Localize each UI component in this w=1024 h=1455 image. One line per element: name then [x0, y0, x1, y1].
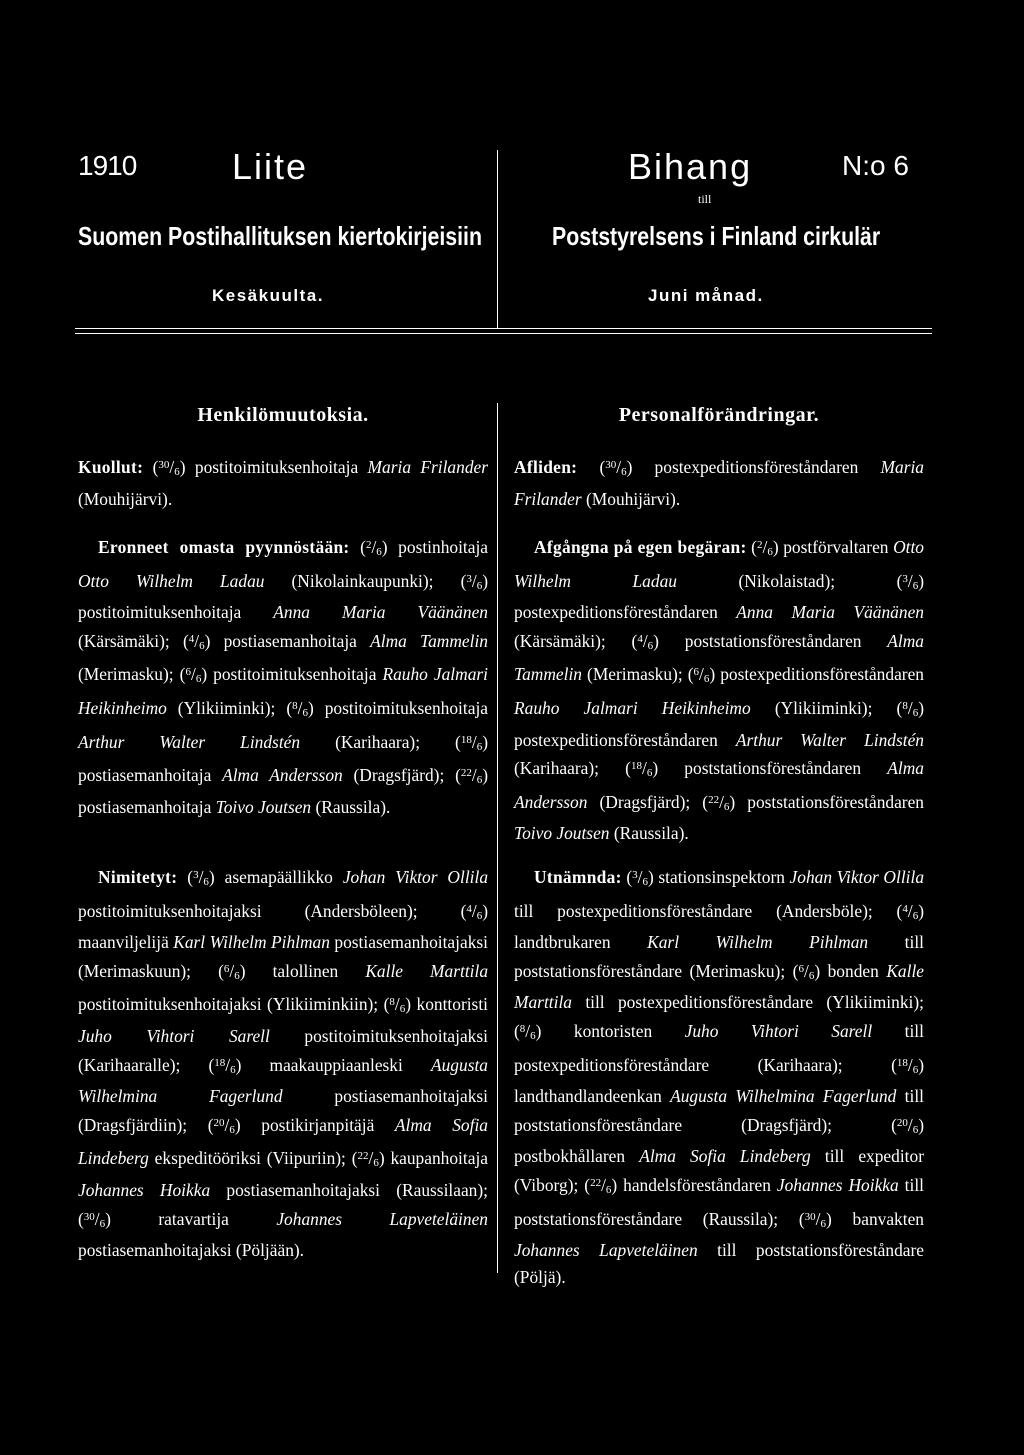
- left-title: Liite: [232, 146, 309, 187]
- right-title: Bihang: [628, 146, 753, 187]
- left-subtitle: Suomen Postihallituksen kiertokirjeisiin: [78, 221, 483, 251]
- issue-number: N:o 6: [842, 150, 909, 181]
- till-word: till: [698, 192, 712, 206]
- left-month: Kesäkuulta.: [212, 286, 324, 305]
- left-heading: Henkilömuutoksia.: [197, 404, 369, 426]
- header-column-divider: [497, 150, 498, 328]
- body-column-divider: [497, 403, 498, 1273]
- left-appointed-paragraph: Nimitetyt: ($^3$/6) asemapäällikko Johan Viktor Ollila postitoimituksenhoitajaksi (Andersböleen); ($^4$/6) maanviljelijä Karl Wilhelm Pihlman postiasemanhoitajaksi (Merimaskuun); ($^6$/6) talollinen Kalle Marttila postitoimituksenhoitajaksi (Ylikiiminkiin); ($^8$/6) konttoristi Juho Vihtori Sarell postitoimituksenhoitajaksi (Karihaaralle); ($^{18}$/6) maakauppiaanleski Augusta Wilhelmina Fagerlund postiasemanhoitajaksi (Dragsfjärdiin); ($^{20}$/6) postikirjanpitäjä Alma Sofia Lindeberg ekspeditööriksi (Viipuriin); ($^{22}$/6) kaupanhoitaja Johannes Hoikka postiasemanhoitajaksi (Raussilaan); ($^{30}$/6) ratavartija Johannes Lapveteläinen postiasemanhoitajaksi (Pöljään).: [78, 867, 489, 1261]
- right-appointed-paragraph: Utnämnda: ($^3$/6) stationsinspektorn Johan Viktor Ollila till postexpeditionsföreståndare (Andersböle); ($^4$/6) landtbrukaren Karl Wilhelm Pihlman till poststationsföreståndare (Merimasku); ($^6$/6) bonden Kalle Marttila till postexpeditionsföreståndare (Ylikiiminki); ($^8$/6) kontoristen Juho Vihtori Sarell till postexpeditionsföreståndare (Karihaara); ($^{18}$/6) landthandlandeenkan Augusta Wilhelmina Fagerlund till poststationsföreståndare (Dragsfjärd); ($^{20}$/6) postbokhållaren Alma Sofia Lindeberg till expeditor (Viborg); ($^{22}$/6) handelsföreståndaren Johannes Hoikka till poststationsföreståndare (Raussila); ($^{30}$/6) banvakten Johannes Lapveteläinen till poststationsföreståndare (Pöljä).: [514, 867, 925, 1287]
- right-subtitle: Poststyrelsens i Finland cirkulär: [552, 221, 881, 251]
- right-month: Juni månad.: [648, 286, 764, 305]
- header-rule-bottom: [75, 333, 932, 334]
- right-heading: Personalförändringar.: [618, 404, 820, 426]
- year: 1910: [78, 150, 137, 181]
- header-rule-top: [75, 328, 932, 329]
- left-deceased-paragraph: Kuollut: ($^{30}$/6) postitoimituksenhoitaja Maria Frilander (Mouhijärvi).: [78, 457, 489, 509]
- left-resigned-paragraph: Eronneet omasta pyynnöstään: ($^2$/6) postinhoitaja Otto Wilhelm Ladau (Nikolainkaupunki); ($^3$/6) postitoimituksenhoitaja Anna Maria Väänänen (Kärsämäki); ($^4$/6) postiasemanhoitaja Alma Tammelin (Merimasku); ($^6$/6) postitoimituksenhoitaja Rauho Jalmari Heikinheimo (Ylikiiminki); ($^8$/6) postitoimituksenhoitaja Arthur Walter Lindstén (Karihaara); ($^{18}$/6) postiasemanhoitaja Alma Andersson (Dragsfjärd); ($^{22}$/6) postiasemanhoitaja Toivo Joutsen (Raussila).: [78, 537, 489, 817]
- right-resigned-paragraph: Afgångna på egen begäran: ($^2$/6) postförvaltaren Otto Wilhelm Ladau (Nikolaistad); ($^3$/6) postexpeditionsföreståndaren Anna Maria Väänänen (Kärsämäki); ($^4$/6) poststationsföreståndaren Alma Tammelin (Merimasku); ($^6$/6) postexpeditionsföreståndaren Rauho Jalmari Heikinheimo (Ylikiiminki); ($^8$/6) postexpeditionsföreståndaren Arthur Walter Lindstén (Karihaara); ($^{18}$/6) poststationsföreståndaren Alma Andersson (Dragsfjärd); ($^{22}$/6) poststationsföreståndaren Toivo Joutsen (Raussila).: [514, 537, 925, 844]
- right-deceased-paragraph: Afliden: ($^{30}$/6) postexpeditionsföreståndaren Maria Frilander (Mouhijärvi).: [514, 457, 924, 509]
